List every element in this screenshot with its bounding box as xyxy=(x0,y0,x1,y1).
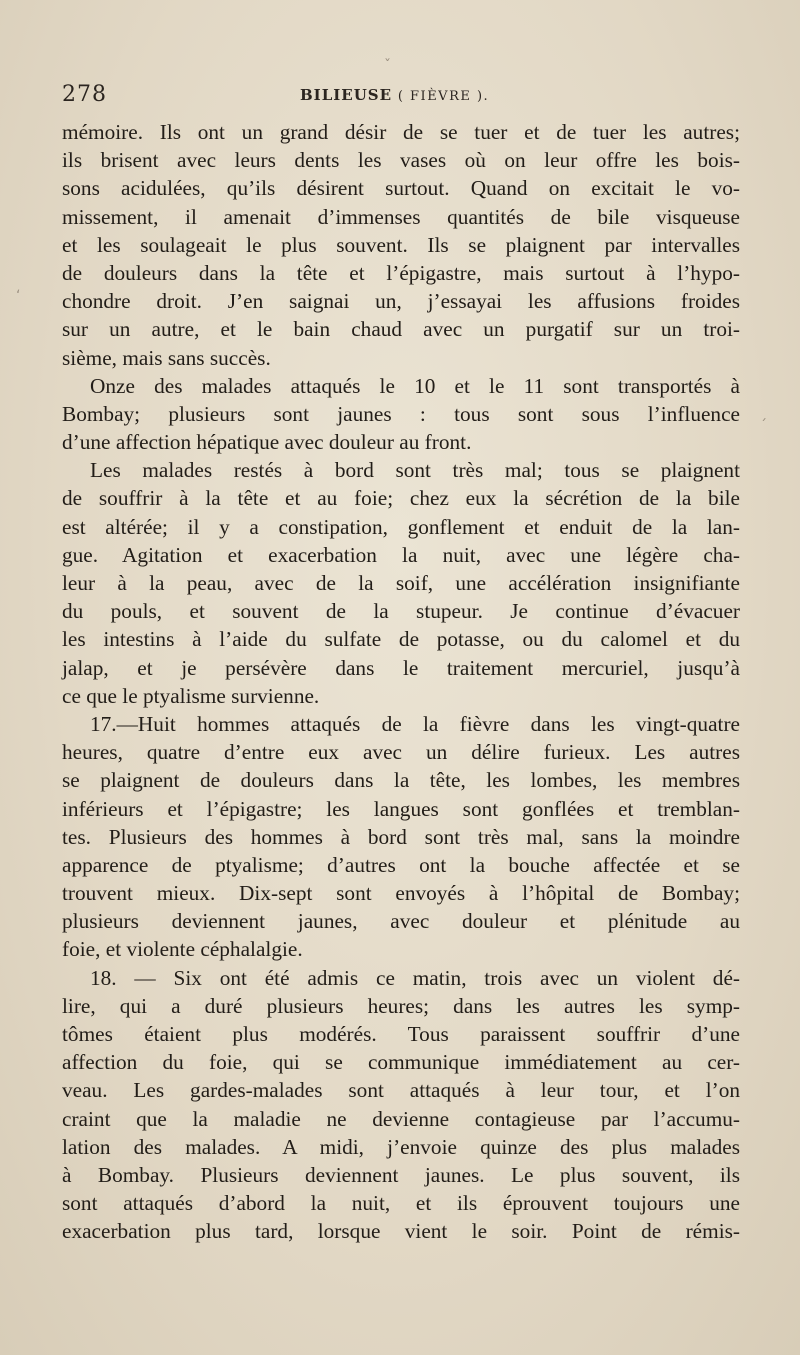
text-line: de douleurs dans la tête et l’épigastre, mais surtout à l’hypo- xyxy=(62,260,740,285)
text-line: se plaignent de douleurs dans la tête, les lombes, les membres xyxy=(62,768,740,793)
text-line: inférieurs et l’épigastre; les langues sont gonflées et tremblan- xyxy=(62,796,740,821)
running-head-main: BILIEUSE xyxy=(300,86,393,104)
text-line: gue. Agitation et exacerbation la nuit, avec une légère cha- xyxy=(62,542,740,567)
text-line: affection du foie, qui se communique immédiatement au cer- xyxy=(62,1050,740,1075)
body-text xyxy=(62,118,740,1246)
text-line: du pouls, et souvent de la stupeur. Je continue d’évacuer xyxy=(62,599,740,624)
page-number: 278 xyxy=(62,82,107,107)
text-line: sième, mais sans succès. xyxy=(62,345,271,370)
text-line: sons acidulées, qu’ils désirent surtout. Quand on excitait le vo- xyxy=(62,176,740,201)
text-line: lation des malades. A midi, j’envoie quinze des plus malades xyxy=(62,1134,740,1159)
text-line: heures, quatre d’entre eux avec un délire furieux. Les autres xyxy=(62,740,740,765)
text-line: ce que le ptyalisme survienne. xyxy=(62,683,320,708)
paper-blemish: ˊ xyxy=(760,418,767,434)
text-line: mémoire. Ils ont un grand désir de se tuer et de tuer les autres; xyxy=(62,120,740,144)
running-head xyxy=(300,86,489,104)
text-line: apparence de ptyalisme; d’autres ont la bouche affectée et se xyxy=(62,852,740,877)
text-line: foie, et violente céphalalgie. xyxy=(62,937,303,962)
text-line: tes. Plusieurs des hommes à bord sont très mal, sans la moindre xyxy=(62,824,740,849)
text-line: tômes étaient plus modérés. Tous paraissent souffrir d’une xyxy=(62,1022,740,1046)
paper-blemish: ˇ xyxy=(384,58,391,74)
text-line: Les malades restés à bord sont très mal; tous se plaignent xyxy=(90,458,740,483)
text-line: plusieurs deviennent jaunes, avec douleur et plénitude au xyxy=(62,909,740,934)
text-line: lire, qui a duré plusieurs heures; dans les autres les symp- xyxy=(62,993,740,1018)
text-line: chondre droit. J’en saignai un, j’essayai les affusions froides xyxy=(62,289,740,314)
text-line: à Bombay. Plusieurs deviennent jaunes. Le plus souvent, ils xyxy=(62,1162,740,1187)
text-line: sur un autre, et le bain chaud avec un purgatif sur un troi- xyxy=(62,317,740,342)
text-line: est altérée; il y a constipation, gonflement et enduit de la lan- xyxy=(62,514,740,539)
text-line: Bombay; plusieurs sont jaunes : tous sont sous l’influence xyxy=(62,401,740,426)
text-line: exacerbation plus tard, lorsque vient le soir. Point de rémis- xyxy=(62,1219,740,1244)
page-header xyxy=(62,82,742,116)
text-line: de souffrir à la tête et au foie; chez eux la sécrétion de la bile xyxy=(62,486,740,511)
text-line: 18. — Six ont été admis ce matin, trois avec un violent dé- xyxy=(90,965,740,990)
text-line: jalap, et je persévère dans le traitement mercuriel, jusqu’à xyxy=(62,655,740,680)
text-line: d’une affection hépatique avec douleur au front. xyxy=(62,430,472,455)
text-line: trouvent mieux. Dix-sept sont envoyés à l’hôpital de Bombay; xyxy=(62,881,740,906)
text-line: leur à la peau, avec de la soif, une accélération insignifiante xyxy=(62,571,740,595)
text-line: les intestins à l’aide du sulfate de potasse, ou du calomel et du xyxy=(62,627,740,652)
text-line: sont attaqués d’abord la nuit, et ils éprouvent toujours une xyxy=(62,1191,740,1216)
text-line: craint que la maladie ne devienne contagieuse par l’accumu- xyxy=(62,1106,740,1131)
text-line: 17.—Huit hommes attaqués de la fièvre dans les vingt-quatre xyxy=(90,711,740,736)
text-line: missement, il amenait d’immenses quantités de bile visqueuse xyxy=(62,204,740,229)
text-line: veau. Les gardes-malades sont attaqués à leur tour, et l’on xyxy=(62,1078,740,1103)
text-line: ils brisent avec leurs dents les vases où on leur offre les bois- xyxy=(62,148,740,173)
running-head-sub: ( FIÈVRE ). xyxy=(397,89,490,104)
paper-blemish: ‘ xyxy=(16,288,21,304)
text-line: Onze des malades attaqués le 10 et le 11 sont transportés à xyxy=(90,373,740,398)
text-line: et les soulageait le plus souvent. Ils se plaignent par intervalles xyxy=(62,232,740,257)
